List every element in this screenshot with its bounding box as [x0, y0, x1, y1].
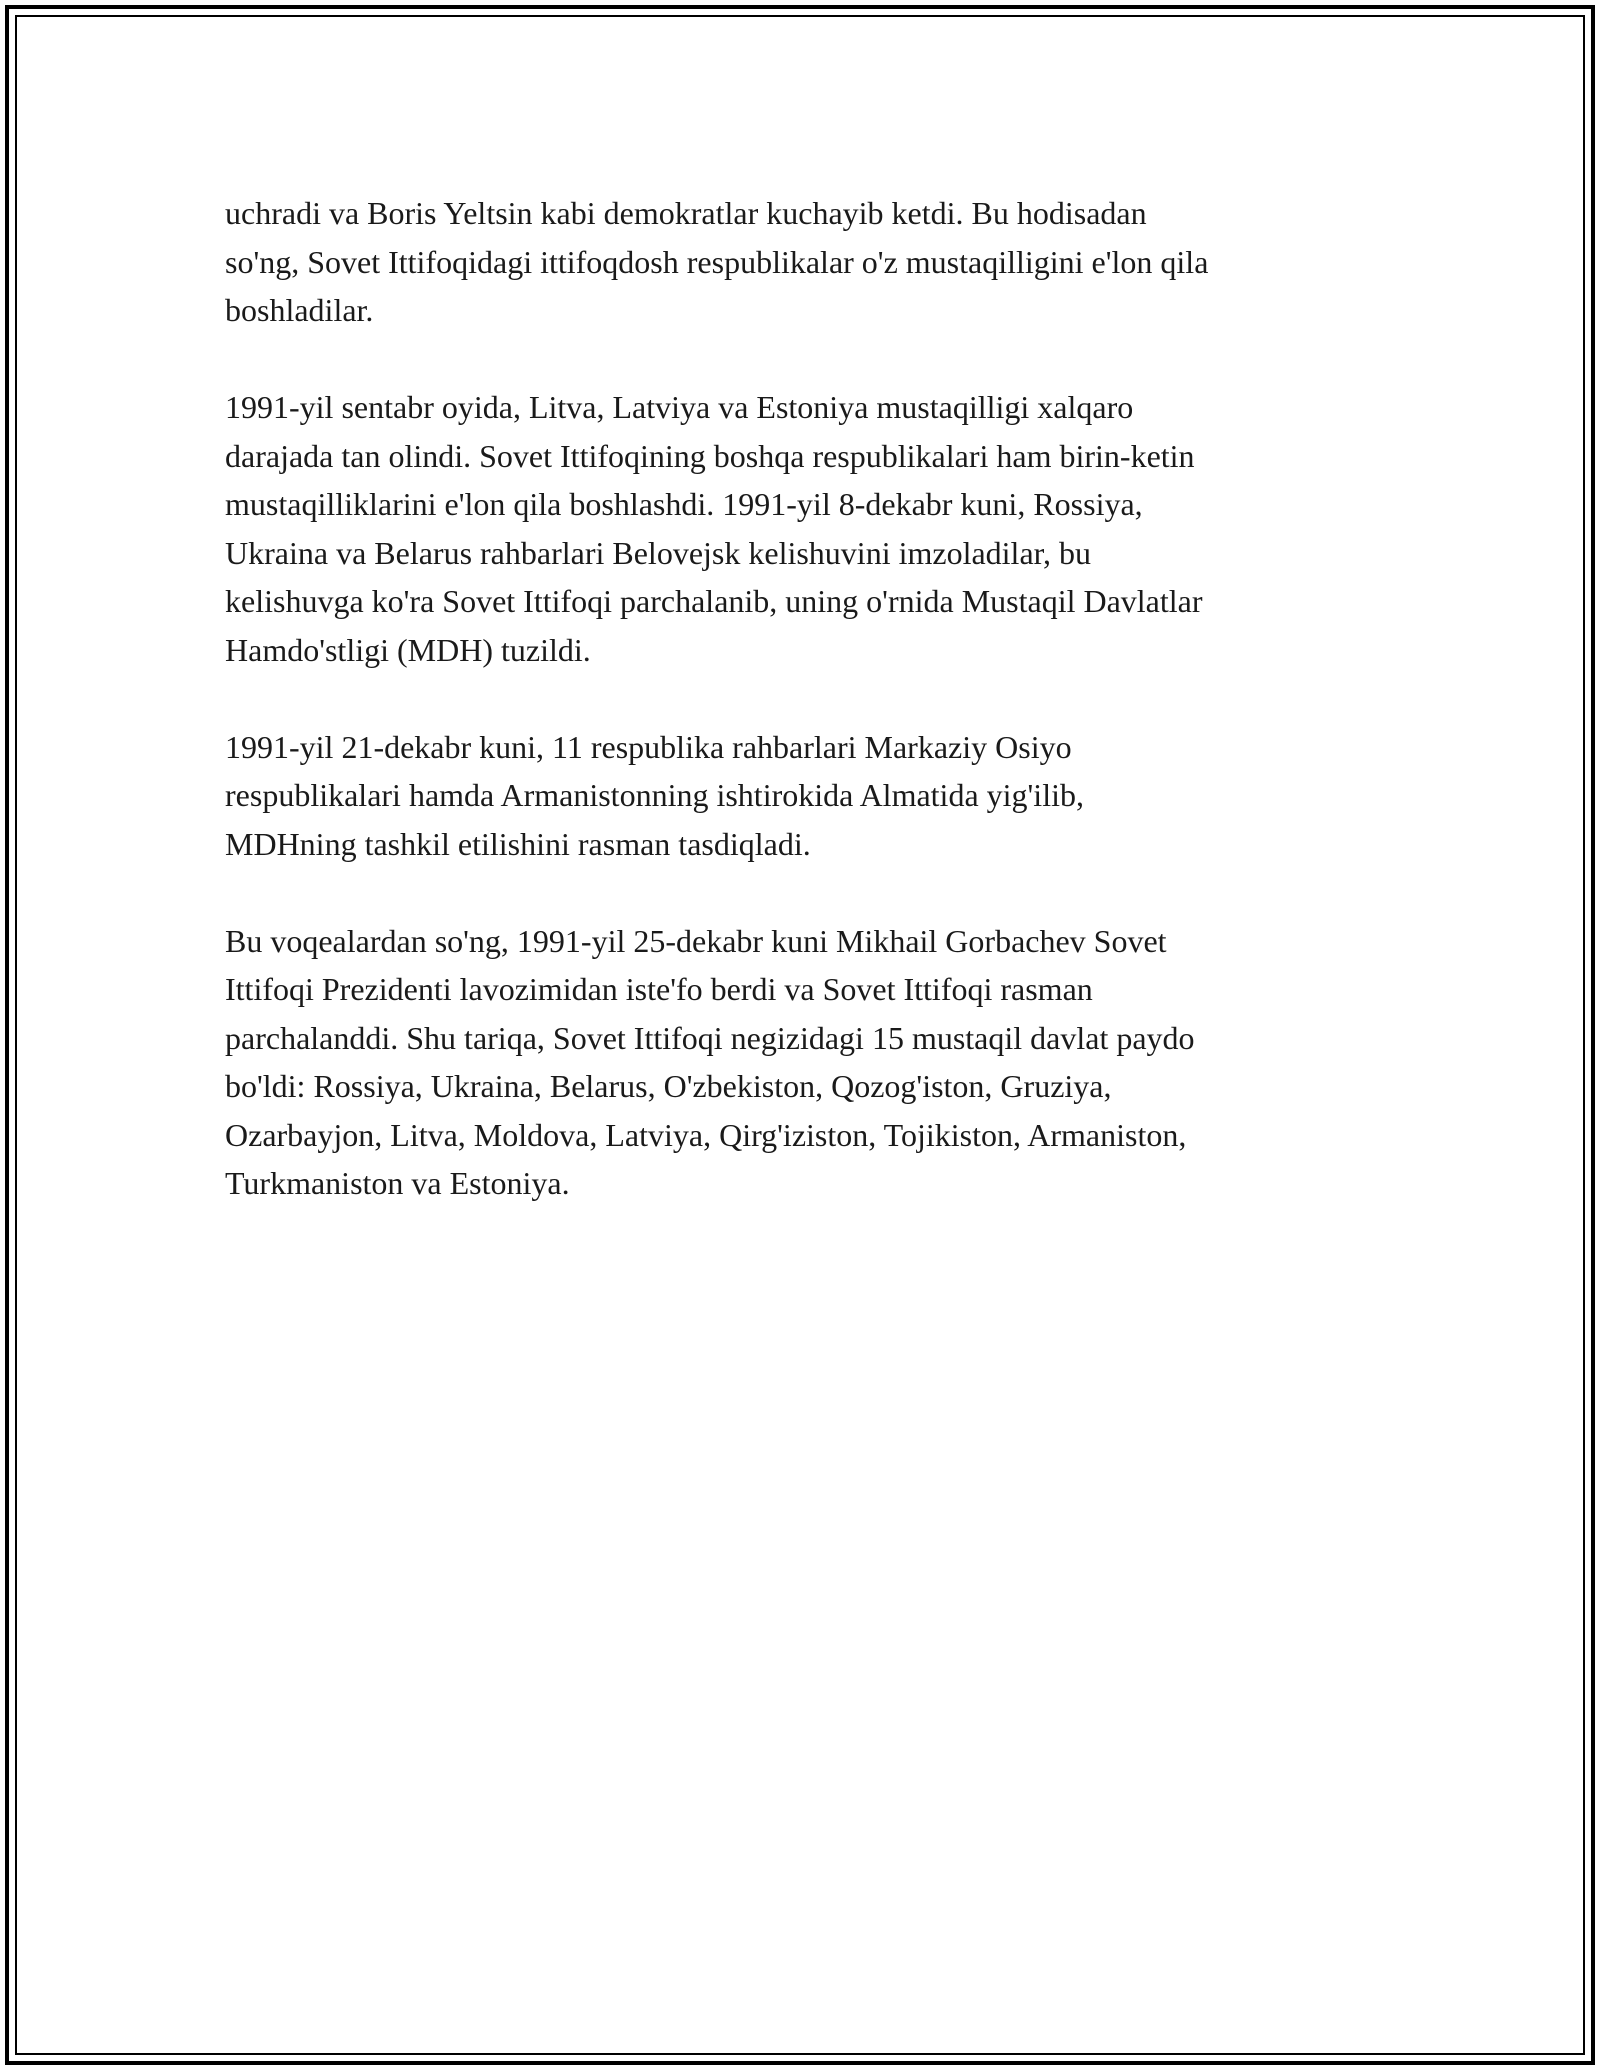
text-line: Bu voqealardan so'ng, 1991-yil 25-dekabr kuni Mikhail Gorbachev Sovet: [225, 922, 1167, 959]
text-line: kelishuvga ko'ra Sovet Ittifoqi parchalanib, uning o'rnida Mustaqil Davlatlar: [225, 583, 1203, 619]
paragraph-2: [225, 383, 1385, 674]
paragraph-4: [225, 917, 1385, 1208]
text-line: darajada tan olindi. Sovet Ittifoqining boshqa respublikalari ham birin-ketin: [225, 437, 1195, 474]
paragraph-1: [225, 189, 1385, 335]
text-line: Ittifoqi Prezidenti lavozimidan iste'fo berdi va Sovet Ittifoqi rasman: [225, 971, 1093, 1007]
text-line: so'ng, Sovet Ittifoqidagi ittifoqdosh respublikalar o'z mustaqilligini e'lon qila: [225, 243, 1209, 280]
text-line: Ozarbayjon, Litva, Moldova, Latviya, Qirg'iziston, Tojikiston, Armaniston,: [225, 1116, 1187, 1153]
document-body: [225, 189, 1385, 1256]
text-line: uchradi va Boris Yeltsin kabi demokratlar kuchayib ketdi. Bu hodisadan: [225, 195, 1147, 231]
text-line: Ukraina va Belarus rahbarlari Belovejsk kelishuvini imzoladilar, bu: [225, 534, 1092, 571]
text-line: mustaqilliklarini e'lon qila boshlashdi. 1991-yil 8-dekabr kuni, Rossiya,: [225, 486, 1143, 522]
text-line: 1991-yil sentabr oyida, Litva, Latviya va Estoniya mustaqilligi xalqaro: [225, 389, 1134, 425]
text-line: bo'ldi: Rossiya, Ukraina, Belarus, O'zbekiston, Qozog'iston, Gruziya,: [225, 1068, 1112, 1104]
text-line: Hamdo'stligi (MDH) tuzildi.: [225, 631, 591, 668]
text-line: parchalanddi. Shu tariqa, Sovet Ittifoqi negizidagi 15 mustaqil davlat paydo: [225, 1019, 1195, 1056]
text-line: respublikalari hamda Armanistonning ishtirokida Almatida yig'ilib,: [225, 777, 1084, 813]
paragraph-3: [225, 723, 1385, 869]
text-line: 1991-yil 21-dekabr kuni, 11 respublika rahbarlari Markaziy Osiyo: [225, 728, 1072, 765]
text-line: boshladilar.: [225, 292, 374, 328]
text-line: MDHning tashkil etilishini rasman tasdiqladi.: [225, 825, 811, 862]
text-line: Turkmaniston va Estoniya.: [225, 1165, 570, 1201]
